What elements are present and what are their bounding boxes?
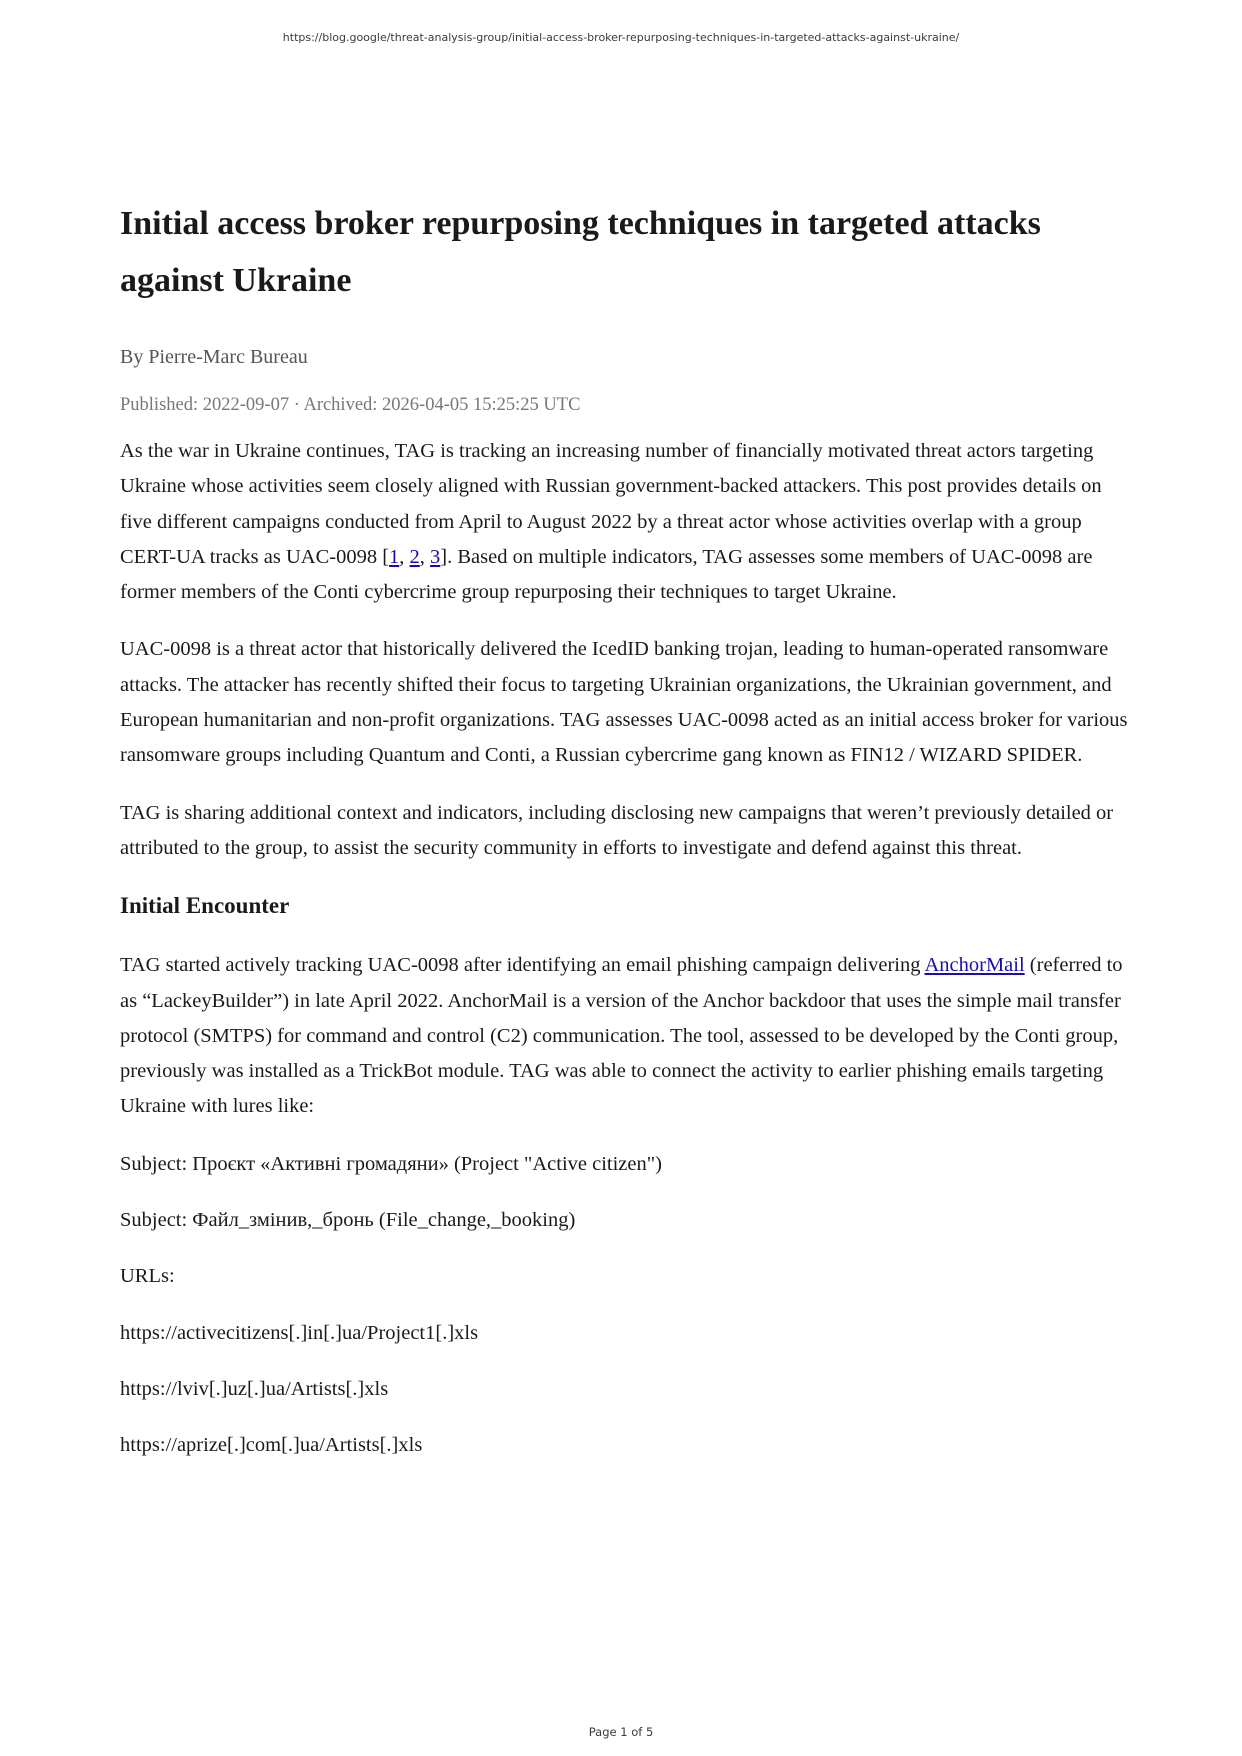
reference-separator: ,	[419, 545, 431, 568]
article-meta: Published: 2022-09-07 · Archived: 2026-04-05 15:25:25 UTC	[120, 395, 581, 415]
url-item: https://aprize[.]com[.]ua/Artists[.]xls	[120, 1434, 423, 1457]
paragraph-intro-text: As the war in Ukraine continues, TAG is tracking an increasing number of financially motivated threat actors targeting Ukraine whose activities seem closely aligned with Russian government-backed attackers. This post provides details on five different campaigns conducted from April to August 2022 by a threat actor whose activities overlap with a group CERT-UA tracks as UAC-0098 [	[120, 440, 1102, 568]
lure-subject-1: Subject: Проєкт «Активні громадяни» (Project "Active citizen")	[120, 1152, 662, 1175]
page-url-header: https://blog.google/threat-analysis-group/initial-access-broker-repurposing-techniques-in-targeted-attacks-against-ukraine/	[282, 31, 960, 44]
article	[120, 205, 1130, 1464]
section-heading-initial-encounter: Initial Encounter	[120, 893, 290, 919]
paragraph-intro-text-cont: ]. Based on multiple indicators, TAG assesses some members of UAC-0098 are former members of the Conti cybercrime group repurposing their techniques to target Ukraine.	[120, 545, 1093, 604]
reference-link-3[interactable]: 3	[430, 545, 441, 568]
page-number: Page 1 of 5	[588, 1725, 654, 1739]
paragraph-uac-0098: UAC-0098 is a threat actor that historically delivered the IcedID banking trojan, leading to human-operated ransomware attacks. The attacker has recently shifted their focus to targeting Ukrainian organizations, the Ukrainian government, and European humanitarian and non-profit organizations. TAG assesses UAC-0098 acted as an initial access broker for various ransomware groups including Quantum and Conti, a Russian cybercrime gang known as FIN12 / WIZARD SPIDER.	[120, 638, 1128, 767]
url-item: https://activecitizens[.]in[.]ua/Project1[.]xls	[120, 1321, 479, 1344]
reference-link-2[interactable]: 2	[409, 545, 420, 568]
article-title: Initial access broker repurposing techniques in targeted attacks against Ukraine	[120, 205, 1041, 299]
paragraph-initial-encounter-text-cont: (referred to as “LackeyBuilder”) in late April 2022. AnchorMail is a version of the Anchor backdoor that uses the simple mail transfer protocol (SMTPS) for command and control (C2) communication. The tool, assessed to be developed by the Conti group, previously was installed as a TrickBot module. TAG was able to connect the activity to earlier phishing emails targeting Ukraine with lures like:	[120, 954, 1123, 1118]
urls-label: URLs:	[120, 1265, 175, 1288]
reference-separator: ,	[399, 545, 410, 568]
url-item: https://lviv[.]uz[.]ua/Artists[.]xls	[120, 1377, 389, 1400]
reference-link-1[interactable]: 1	[389, 545, 400, 568]
lure-subject-2: Subject: Файл_змінив,_бронь (File_change,_booking)	[120, 1209, 576, 1232]
anchormail-link[interactable]: AnchorMail	[924, 954, 1025, 977]
paragraph-intro	[120, 434, 1130, 610]
paragraph-initial-encounter-text: TAG started actively tracking UAC-0098 after identifying an email phishing campaign delivering	[120, 954, 925, 977]
paragraph-initial-encounter	[120, 948, 1130, 1124]
article-byline: By Pierre-Marc Bureau	[120, 346, 308, 368]
paragraph-sharing: TAG is sharing additional context and indicators, including disclosing new campaigns that weren’t previously detailed or attributed to the group, to assist the security community in efforts to investigate and defend against this threat.	[120, 801, 1114, 859]
